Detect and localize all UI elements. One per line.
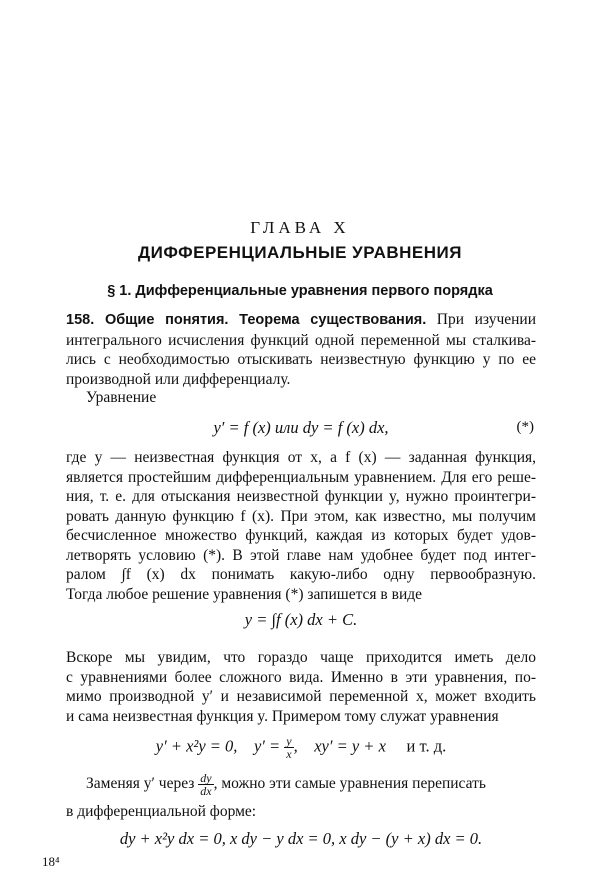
chapter-title: ДИФФЕРЕНЦИАЛЬНЫЕ УРАВНЕНИЯ [138,243,462,262]
chapter-number: ГЛАВА X [250,218,350,237]
equation-3-fraction [284,735,293,760]
equation-2: y = ∫f (x) dx + C. [244,610,358,629]
paragraph-line: где y — неизвестная функция от x, а f (x) — заданная функция, [66,449,536,466]
fraction-denominator: x [286,747,292,761]
paragraph-2 [66,448,536,604]
fraction-numerator: dy [200,771,212,785]
paragraph-line: и сама неизвестная функция y. Примером тому служат уравнения [66,707,499,725]
paragraph-line: производной или дифференциалу. [66,370,291,388]
paragraph-line [66,310,536,331]
equation-4: dy + x²y dx = 0, x dy − y dx = 0, x dy − (y + x) dx = 0. [119,829,483,848]
equation-3-part3: xy′ = y + x [314,736,386,756]
paragraph-line: с уравнениями более сложного вида. Именно в эти уравнения, по- [66,668,536,686]
equation-3-etc: и т. д. [406,736,447,756]
equation-1: y′ = f (x) или dy = f (x) dx, [213,418,389,437]
paragraph-heading: 158. Общие понятия. Теорема существования. [66,312,427,328]
page-number: 18⁴ [42,854,60,869]
paragraph-line: лись с необходимостью отыскивать неизвестную функцию y по ее [66,351,536,368]
fraction-numerator: y [286,734,292,748]
paragraph-4-line2: в дифференциальной форме: [66,803,257,820]
paragraph-line: ралом ∫f (x) dx понимать какую-либо одну первообразную. [66,566,536,583]
equation-3-part2: y′ = [253,736,281,756]
paragraph-line: Тогда любое решение уравнения (*) запишется в виде [66,585,423,603]
paragraph-line: Вскоре мы увидим, что гораздо чаще приходится иметь дело [66,649,536,666]
paragraph-line: летворять условию (*). В этой главе нам удобнее будет под интег- [66,546,536,564]
equation-3-part1: y′ + x²y = 0, [155,736,238,756]
paragraph-158 [66,310,536,389]
paragraph-4-line1 [86,772,536,797]
paragraph-line: интегрального исчисления функций одной переменной мы сталкива- [66,331,536,349]
paragraph-3 [66,648,536,726]
intro-word: Уравнение [86,389,157,406]
paragraph-line: бесчисленное множество функций, каждая из которых будет удов- [66,527,536,544]
equation-1-label: (*) [516,419,534,435]
paragraph-text: Заменяя y′ через [86,775,195,793]
section-title: § 1. Дифференциальные уравнения первого порядка [107,283,493,299]
paragraph-line: является простейшим дифференциальным уравнением. Для его реше- [66,468,536,486]
fraction-denominator: dx [200,784,212,798]
paragraph-line: мимо производной y′ и независимой переменной x, может входить [66,688,536,705]
dy-dx-fraction [198,772,213,797]
equation-3: y′ + x²y = 0, y′ = $\frac{y}{x}$ , xy′ = y + x и т. д. [155,734,447,761]
paragraph-text: , можно эти самые уравнения переписать [213,775,486,793]
paragraph-line: ровать данную функцию f (x). При этом, как известно, мы получим [66,507,536,525]
paragraph-line: ния, т. е. для отыскания неизвестной функции y, нужно проинтегри- [66,488,536,505]
paragraph-text: При изучении [436,311,537,328]
